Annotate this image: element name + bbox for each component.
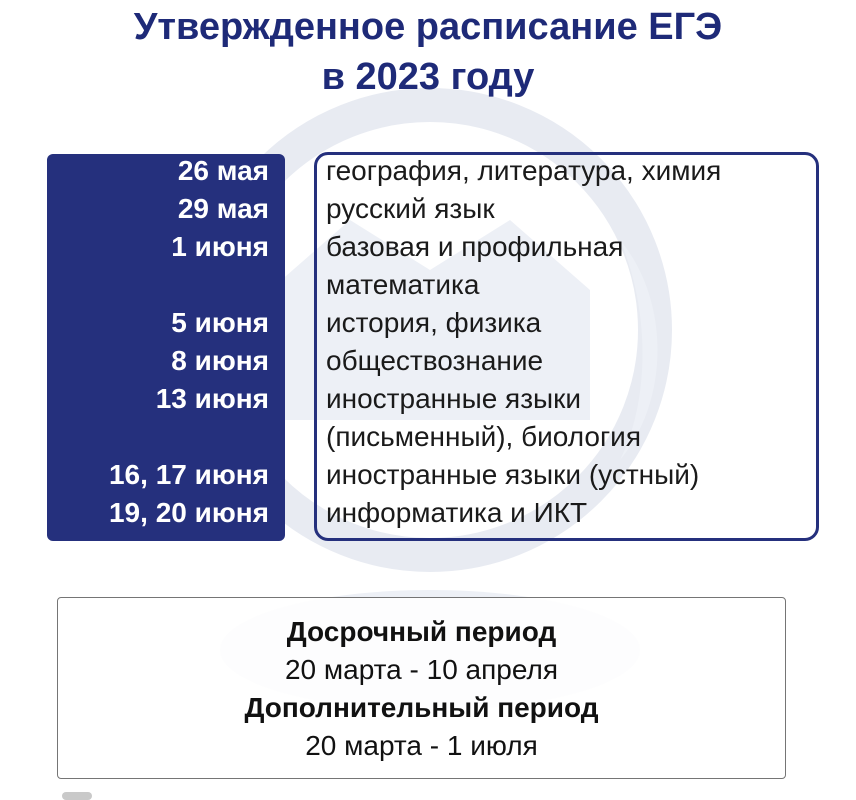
title-line-2: в 2023 году [321, 56, 535, 98]
exam-subject: русский язык [326, 193, 495, 224]
footer-fragment [62, 792, 92, 800]
schedule-row [47, 342, 847, 380]
periods-text [57, 613, 786, 765]
page-title [0, 2, 856, 102]
exam-date: 13 июня [155, 383, 269, 414]
early-period-dates: 20 марта - 10 апреля [284, 654, 559, 685]
schedule-list [47, 152, 847, 532]
exam-date: 19, 20 июня [108, 497, 269, 528]
schedule-row [47, 304, 847, 342]
exam-subject: базовая и профильная [326, 231, 624, 262]
extra-period-heading: Дополнительный период [244, 692, 599, 723]
exam-date: 1 июня [171, 231, 269, 262]
exam-subject: иностранные языки [326, 383, 582, 414]
extra-period-dates: 20 марта - 1 июля [305, 730, 538, 761]
schedule-row [47, 456, 847, 494]
schedule-row [47, 266, 847, 304]
exam-subject: (письменный), биология [326, 421, 641, 452]
title-line-1: Утвержденное расписание ЕГЭ [133, 6, 723, 48]
schedule-row [47, 380, 847, 418]
exam-subject: информатика и ИКТ [326, 497, 588, 528]
exam-subject: география, литература, химия [326, 155, 722, 186]
exam-date: 8 июня [171, 345, 269, 376]
schedule-row [47, 152, 847, 190]
schedule-row [47, 418, 847, 456]
schedule-row [47, 190, 847, 228]
exam-date: 26 мая [177, 155, 269, 186]
exam-subject: математика [326, 269, 480, 300]
schedule-row [47, 494, 847, 532]
exam-subject: иностранные языки (устный) [326, 459, 700, 490]
exam-subject: история, физика [326, 307, 542, 338]
schedule-row [47, 228, 847, 266]
exam-date: 5 июня [171, 307, 269, 338]
exam-date: 29 мая [177, 193, 269, 224]
exam-subject: обществознание [326, 345, 544, 376]
exam-date: 16, 17 июня [108, 459, 269, 490]
early-period-heading: Досрочный период [286, 616, 557, 647]
